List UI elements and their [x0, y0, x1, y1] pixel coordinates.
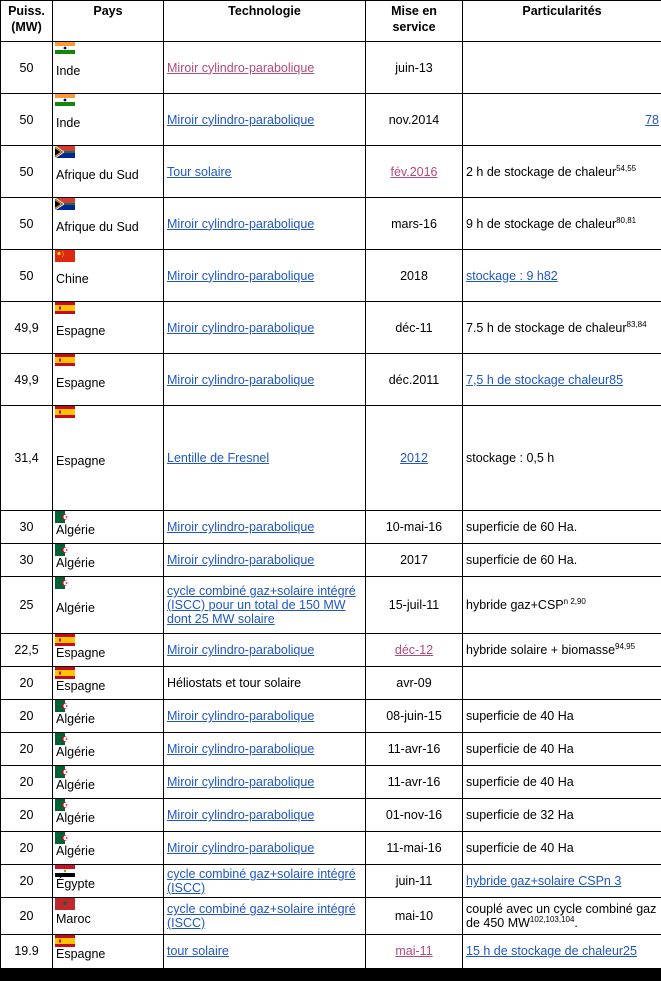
pays-label: Algérie [56, 844, 95, 858]
table-row [1, 406, 661, 511]
particularite-text: stockage : 0,5 h [466, 451, 555, 465]
cell-particularites [463, 94, 661, 146]
date-label: juin-11 [395, 874, 433, 888]
pays-label: Égypte [56, 877, 95, 891]
technologie-link[interactable]: Miroir cylindro-parabolique [167, 372, 315, 387]
cell-technologie [164, 832, 366, 865]
india-flag-icon [55, 42, 75, 54]
table-row [1, 667, 661, 700]
technologie-link[interactable]: Tour solaire [167, 164, 232, 179]
technologie-link[interactable]: Miroir cylindro-parabolique [167, 320, 315, 335]
cell-pays [53, 302, 164, 354]
pays-label: Algérie [56, 601, 95, 615]
reference-superscript: 54,55 [616, 163, 637, 173]
table-row [1, 634, 661, 667]
cell-mise-en-service [366, 146, 463, 198]
pays-label: Chine [56, 271, 89, 286]
particularite-link[interactable]: 7,5 h de stockage chaleur85 [466, 372, 624, 387]
pays-label: Algérie [56, 811, 95, 825]
pays-label: Espagne [56, 646, 106, 660]
header-pays: Pays [53, 1, 164, 42]
technologie-link[interactable]: Miroir cylindro-parabolique [167, 520, 315, 534]
cell-mise-en-service [366, 511, 463, 544]
table-row [1, 935, 661, 968]
south-africa-flag-icon [55, 146, 75, 158]
pays-label: Afrique du Sud [56, 167, 139, 182]
table-row [1, 250, 661, 302]
technologie-link[interactable]: cycle combiné gaz+solaire intégré (ISCC) pour un total de 150 MW dont 25 MW solaire [167, 584, 356, 626]
algeria-flag-icon [55, 766, 75, 778]
table-row [1, 146, 661, 198]
technologie-link[interactable]: Miroir cylindro-parabolique [167, 742, 315, 756]
spain-flag-icon [55, 634, 75, 646]
particularite-text: hybride solaire + biomasse [466, 643, 616, 657]
cell-particularites [463, 766, 661, 799]
cell-technologie [164, 577, 366, 634]
cell-mise-en-service [366, 42, 463, 94]
table-row [1, 94, 661, 146]
header-tech: Technologie [164, 1, 366, 42]
cell-particularites [463, 544, 661, 577]
algeria-flag-icon [55, 733, 75, 745]
pays-label: Algérie [56, 712, 95, 726]
egypt-flag-icon [55, 865, 75, 877]
spain-flag-icon [55, 302, 75, 314]
date-link[interactable]: mai-11 [395, 944, 433, 959]
cell-pays [53, 544, 164, 577]
particularite-link[interactable]: hybride gaz+solaire CSPn 3 [466, 874, 622, 888]
cell-particularites [463, 733, 661, 766]
table-row [1, 577, 661, 634]
india-flag-icon [55, 94, 75, 106]
pays-label: Inde [56, 115, 81, 130]
spain-flag-icon [55, 667, 75, 679]
particularite-text: superficie de 40 Ha [466, 709, 574, 723]
technologie-link[interactable]: cycle combiné gaz+solaire intégré (ISCC) [167, 902, 356, 930]
table-row [1, 898, 661, 935]
cell-puissance: 20 [1, 799, 53, 832]
pays-label: Algérie [56, 556, 95, 570]
cell-pays [53, 146, 164, 198]
cell-mise-en-service [366, 250, 463, 302]
date-label: 08-juin-15 [386, 709, 442, 723]
cell-technologie [164, 667, 366, 700]
particularite-text: superficie de 60 Ha. [466, 553, 578, 567]
date-label: déc.2011 [388, 372, 440, 387]
cell-particularites [463, 250, 661, 302]
cell-mise-en-service [366, 94, 463, 146]
table-row [1, 511, 661, 544]
particularite-text: 7.5 h de stockage de chaleur [466, 320, 627, 335]
table-row [1, 865, 661, 898]
date-link[interactable]: déc-12 [394, 643, 434, 657]
cell-pays [53, 634, 164, 667]
algeria-flag-icon [55, 577, 75, 589]
technologie-label: Héliostats et tour solaire [167, 676, 302, 690]
technologie-link[interactable]: Miroir cylindro-parabolique [167, 60, 315, 75]
cell-puissance: 31,4 [1, 406, 53, 511]
pays-label: Algérie [56, 778, 95, 792]
reference-superscript: 83,84 [626, 319, 647, 329]
cell-puissance: 50 [1, 198, 53, 250]
header-date: Mise en service [366, 1, 463, 42]
cell-mise-en-service [366, 700, 463, 733]
cell-technologie [164, 94, 366, 146]
cell-technologie [164, 406, 366, 511]
cell-technologie [164, 935, 366, 968]
table-row [1, 354, 661, 406]
reference-superscript: 94,95 [615, 641, 636, 651]
cell-particularites [463, 354, 661, 406]
cell-pays [53, 799, 164, 832]
cell-particularites [463, 700, 661, 733]
cell-technologie [164, 302, 366, 354]
cell-puissance: 20 [1, 700, 53, 733]
cell-puissance: 20 [1, 733, 53, 766]
table-row [1, 42, 661, 94]
reference-superscript: 80,81 [616, 215, 637, 225]
cell-pays [53, 935, 164, 968]
cell-pays [53, 198, 164, 250]
technologie-link[interactable]: Lentille de Fresnel [167, 451, 270, 465]
table-row [1, 302, 661, 354]
cell-technologie [164, 42, 366, 94]
cell-pays [53, 511, 164, 544]
table-row [1, 198, 661, 250]
cell-mise-en-service [366, 198, 463, 250]
pays-label: Espagne [56, 375, 106, 390]
cell-pays [53, 42, 164, 94]
cell-technologie [164, 898, 366, 935]
cell-particularites [463, 865, 661, 898]
cell-mise-en-service [366, 766, 463, 799]
cell-particularites [463, 935, 661, 968]
cell-mise-en-service [366, 354, 463, 406]
cell-puissance: 20 [1, 832, 53, 865]
date-label: mai-10 [394, 909, 434, 923]
cell-puissance: 20 [1, 766, 53, 799]
spain-flag-icon [55, 406, 75, 418]
reference-superscript: 102,103,104 [529, 914, 575, 924]
cell-puissance: 49,9 [1, 354, 53, 406]
cell-pays [53, 766, 164, 799]
technologie-link[interactable]: Miroir cylindro-parabolique [167, 643, 315, 657]
technologie-link[interactable]: tour solaire [167, 944, 229, 959]
cell-mise-en-service [366, 302, 463, 354]
particularite-text: superficie de 60 Ha. [466, 520, 578, 534]
pays-label: Algérie [56, 523, 95, 537]
cell-puissance: 25 [1, 577, 53, 634]
technologie-link[interactable]: Miroir cylindro-parabolique [167, 553, 315, 567]
date-label: nov.2014 [388, 112, 440, 127]
pays-label: Algérie [56, 745, 95, 759]
cell-puissance: 49,9 [1, 302, 53, 354]
cell-technologie [164, 544, 366, 577]
cell-pays [53, 865, 164, 898]
cell-particularites [463, 634, 661, 667]
cell-mise-en-service [366, 577, 463, 634]
technologie-link[interactable]: cycle combiné gaz+solaire intégré (ISCC) [167, 867, 356, 895]
algeria-flag-icon [55, 700, 75, 712]
cell-technologie [164, 634, 366, 667]
cell-particularites [463, 198, 661, 250]
algeria-flag-icon [55, 511, 75, 523]
date-label: déc-11 [395, 320, 433, 335]
cell-technologie [164, 250, 366, 302]
particularite-text: superficie de 40 Ha [466, 775, 574, 789]
cell-technologie [164, 700, 366, 733]
particularite-text: 2 h de stockage de chaleur [466, 164, 617, 179]
technologie-link[interactable]: Miroir cylindro-parabolique [167, 709, 315, 723]
table-row [1, 700, 661, 733]
technologie-link[interactable]: Miroir cylindro-parabolique [167, 841, 315, 855]
cell-particularites [463, 42, 661, 94]
cell-technologie [164, 511, 366, 544]
table-row [1, 832, 661, 865]
date-link[interactable]: fév.2016 [390, 164, 438, 179]
cell-technologie [164, 865, 366, 898]
table-row [1, 733, 661, 766]
pays-label: Espagne [56, 679, 106, 693]
reference-superscript: n 2,90 [563, 596, 586, 606]
pays-label: Inde [56, 63, 81, 78]
cell-mise-en-service [366, 935, 463, 968]
china-flag-icon [55, 250, 75, 262]
cell-mise-en-service [366, 634, 463, 667]
cell-particularites [463, 511, 661, 544]
particularite-link[interactable]: stockage : 9 h82 [466, 268, 558, 283]
table-row [1, 799, 661, 832]
cell-pays [53, 667, 164, 700]
date-label: juin-13 [395, 60, 433, 75]
cell-pays [53, 733, 164, 766]
pays-label: Espagne [56, 454, 106, 468]
pays-label: Espagne [56, 947, 106, 962]
particularite-text: superficie de 32 Ha [466, 808, 574, 822]
cell-particularites [463, 832, 661, 865]
spain-flag-icon [55, 354, 75, 366]
technologie-link[interactable]: Miroir cylindro-parabolique [167, 775, 315, 789]
cell-pays [53, 94, 164, 146]
cell-pays [53, 250, 164, 302]
cell-mise-en-service [366, 406, 463, 511]
cell-particularites [463, 146, 661, 198]
cell-pays [53, 898, 164, 935]
cell-puissance: 50 [1, 146, 53, 198]
particularite-text: superficie de 40 Ha [466, 742, 574, 756]
cell-pays [53, 832, 164, 865]
technologie-link[interactable]: Miroir cylindro-parabolique [167, 216, 315, 231]
cell-particularites [463, 302, 661, 354]
technologie-link[interactable]: Miroir cylindro-parabolique [167, 268, 315, 283]
algeria-flag-icon [55, 544, 75, 556]
cell-mise-en-service [366, 865, 463, 898]
date-label: 15-juil-11 [388, 598, 440, 612]
header-row [1, 1, 661, 42]
cell-mise-en-service [366, 898, 463, 935]
cell-pays [53, 577, 164, 634]
cell-technologie [164, 354, 366, 406]
particularite-text: hybride gaz+CSP [466, 598, 564, 612]
cell-puissance: 50 [1, 250, 53, 302]
cell-particularites [463, 667, 661, 700]
cell-technologie [164, 799, 366, 832]
cell-pays [53, 354, 164, 406]
cell-particularites [463, 898, 661, 935]
cell-technologie [164, 766, 366, 799]
algeria-flag-icon [55, 799, 75, 811]
technologie-link[interactable]: Miroir cylindro-parabolique [167, 808, 315, 822]
table-row [1, 544, 661, 577]
cell-mise-en-service [366, 544, 463, 577]
date-label: 11-avr-16 [387, 742, 441, 756]
algeria-flag-icon [55, 832, 75, 844]
date-link[interactable]: 2012 [400, 451, 428, 465]
cell-pays [53, 700, 164, 733]
header-puiss: Puiss. (MW) [1, 1, 53, 42]
cell-puissance: 20 [1, 865, 53, 898]
table-body [1, 42, 661, 968]
date-label: 11-mai-16 [386, 841, 442, 855]
date-label: 10-mai-16 [385, 520, 443, 534]
header-part: Particularités [463, 1, 661, 42]
south-africa-flag-icon [55, 198, 75, 210]
cell-puissance: 20 [1, 667, 53, 700]
cell-technologie [164, 146, 366, 198]
date-label: 2017 [400, 553, 428, 567]
date-label: avr-09 [396, 676, 432, 690]
cell-puissance: 20 [1, 898, 53, 935]
date-label: mars-16 [391, 216, 437, 231]
date-label: 11-avr-16 [387, 775, 441, 789]
cell-puissance: 22,5 [1, 634, 53, 667]
cell-puissance: 30 [1, 544, 53, 577]
date-label: 2018 [400, 268, 428, 283]
technologie-link[interactable]: Miroir cylindro-parabolique [167, 112, 315, 127]
cell-mise-en-service [366, 799, 463, 832]
cell-puissance: 30 [1, 511, 53, 544]
morocco-flag-icon [55, 898, 75, 910]
particularite-link[interactable]: 78 [645, 112, 659, 127]
cell-particularites [463, 577, 661, 634]
particularite-text: 9 h de stockage de chaleur [466, 216, 617, 231]
particularite-text: superficie de 40 Ha [466, 841, 574, 855]
pays-label: Espagne [56, 323, 106, 338]
cell-puissance: 19.9 [1, 935, 53, 968]
cell-mise-en-service [366, 832, 463, 865]
particularite-tail: . [574, 916, 578, 930]
cell-puissance: 50 [1, 94, 53, 146]
cell-technologie [164, 198, 366, 250]
pays-label: Maroc [56, 912, 91, 926]
cell-mise-en-service [366, 667, 463, 700]
particularite-link[interactable]: 15 h de stockage de chaleur25 [466, 944, 637, 959]
cell-particularites [463, 406, 661, 511]
table-row [1, 766, 661, 799]
cell-mise-en-service [366, 733, 463, 766]
cell-pays [53, 406, 164, 511]
particularite-text: couplé avec un cycle combiné gaz de 450 MW [466, 902, 657, 930]
cell-technologie [164, 733, 366, 766]
pays-label: Afrique du Sud [56, 219, 139, 234]
spain-flag-icon [55, 935, 75, 947]
cell-puissance: 50 [1, 42, 53, 94]
cell-particularites [463, 799, 661, 832]
date-label: 01-nov-16 [385, 808, 443, 822]
